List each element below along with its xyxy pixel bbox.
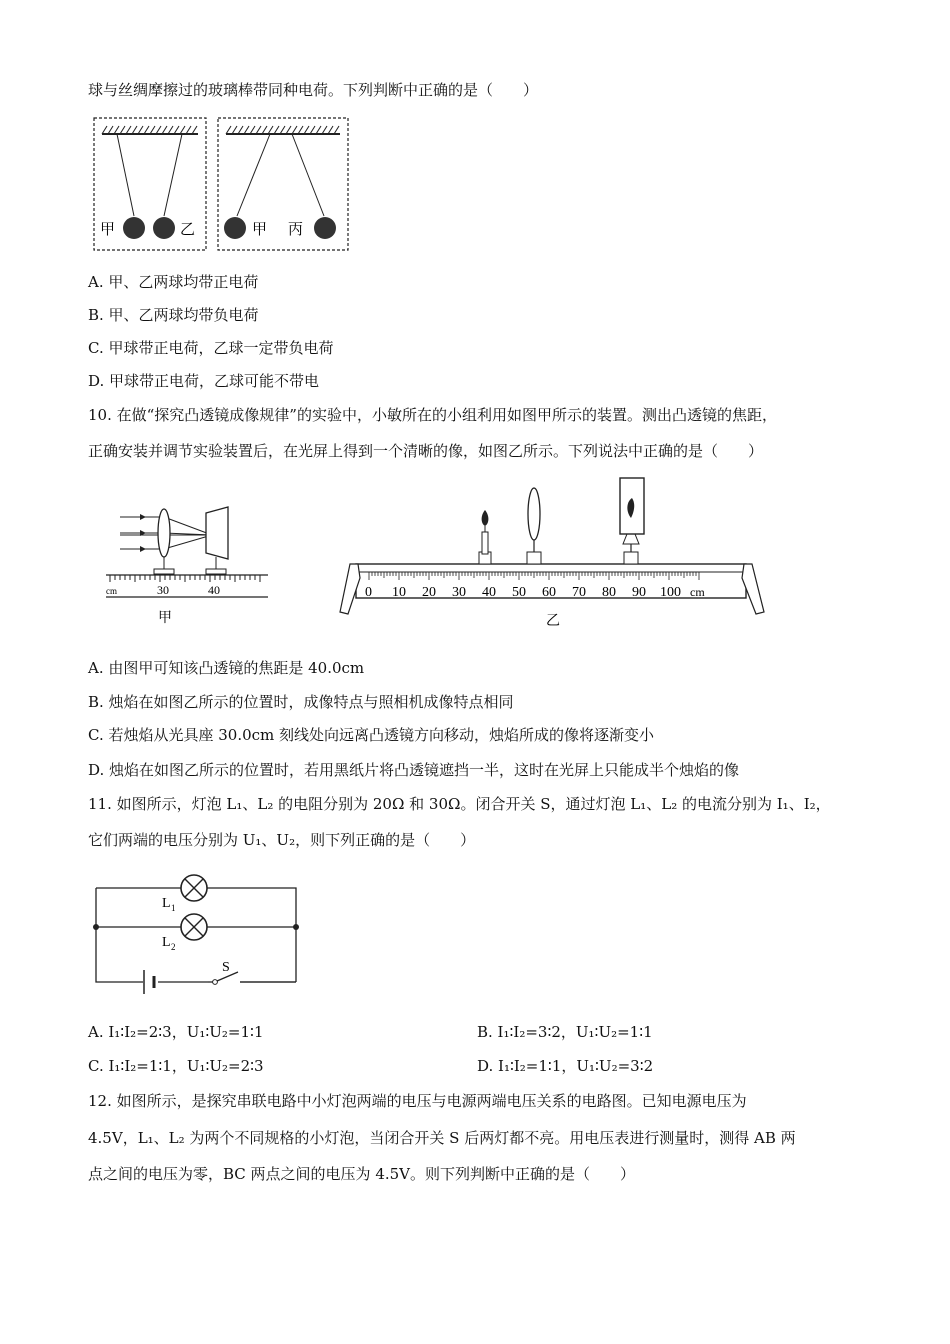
yi-tick-60: 60	[542, 585, 556, 600]
candle	[479, 510, 491, 564]
battery	[144, 970, 154, 994]
yi-tick-40: 40	[482, 585, 496, 600]
q12-stem-line3: 点之间的电压为零，BC 两点之间的电压为 4.5V。则下列判断中正确的是（ ）	[88, 1165, 636, 1183]
q9-option-a: A. 甲、乙两球均带正电荷	[88, 273, 259, 291]
yi-tick-20: 20	[422, 585, 436, 600]
lens-yi	[527, 488, 541, 564]
jia-tick-30: 30	[157, 583, 169, 597]
label-jia-right: 甲	[252, 222, 268, 238]
q10-option-d: D. 烛焰在如图乙所示的位置时，若用黑纸片将凸透镜遮挡一半，这时在光屏上只能成半个烛焰的像	[88, 761, 740, 779]
q9-option-c: C. 甲球带正电荷，乙球一定带负电荷	[88, 339, 334, 357]
lamp-l2	[181, 914, 207, 940]
label-yi: 乙	[180, 222, 196, 238]
yi-tick-70: 70	[572, 585, 586, 600]
yi-caption: 乙	[546, 614, 560, 629]
label-l1: L	[162, 896, 171, 911]
screen-yi	[620, 478, 644, 564]
yi-unit: cm	[690, 585, 705, 599]
lens-jia	[158, 509, 170, 557]
q11-stem-line2: 它们两端的电压分别为 U₁、U₂，则下列正确的是（ ）	[88, 831, 476, 849]
q11-option-a: A. I₁∶I₂=2∶3，U₁∶U₂=1∶1	[88, 1023, 264, 1041]
label-l1-sub: 1	[171, 903, 176, 913]
yi-tick-10: 10	[392, 585, 406, 600]
yi-tick-50: 50	[512, 585, 526, 600]
jia-caption: 甲	[158, 611, 172, 626]
q11-circuit	[88, 870, 304, 995]
q10-figure-yi	[336, 472, 772, 632]
q11-option-d: D. I₁∶I₂=1∶1，U₁∶U₂=3∶2	[477, 1057, 654, 1075]
q9-stem-tail: 球与丝绸摩擦过的玻璃棒带同种电荷。下列判断中正确的是（ ）	[88, 81, 539, 99]
q9-figure	[92, 116, 352, 254]
q9-option-b: B. 甲、乙两球均带负电荷	[88, 306, 259, 324]
ball-jia-left	[123, 217, 145, 239]
q10-option-c: C. 若烛焰从光具座 30.0cm 刻线处向远离凸透镜方向移动，烛焰所成的像将逐渐变小	[88, 726, 655, 744]
label-l2: L	[162, 935, 171, 950]
q9-option-d: D. 甲球带正电荷，乙球可能不带电	[88, 372, 320, 390]
yi-tick-90: 90	[632, 585, 646, 600]
ball-jia-right	[224, 217, 246, 239]
q10-option-a: A. 由图甲可知该凸透镜的焦距是 40.0cm	[88, 659, 365, 677]
q10-figure-jia	[100, 505, 275, 630]
label-jia-left: 甲	[100, 222, 116, 238]
label-s: S	[222, 960, 230, 975]
q11-option-b: B. I₁∶I₂=3∶2，U₁∶U₂=1∶1	[477, 1023, 653, 1041]
yi-tick-100: 100	[660, 585, 681, 600]
yi-tick-0: 0	[365, 585, 372, 600]
q10-stem-line1: 10. 在做“探究凸透镜成像规律”的实验中，小敏所在的小组利用如图甲所示的装置。测出凸透镜的焦距，	[88, 406, 777, 424]
q10-stem-line2: 正确安装并调节实验装置后，在光屏上得到一个清晰的像，如图乙所示。下列说法中正确的是（ ）	[88, 442, 764, 460]
screen-jia	[206, 507, 228, 559]
label-bing: 丙	[288, 222, 304, 238]
q11-option-c: C. I₁∶I₂=1∶1，U₁∶U₂=2∶3	[88, 1057, 264, 1075]
label-l2-sub: 2	[171, 942, 176, 952]
ball-yi	[153, 217, 175, 239]
q12-stem-line2: 4.5V，L₁、L₂ 为两个不同规格的小灯泡，当闭合开关 S 后两灯都不亮。用电压表进行测量时，测得 AB 两	[88, 1129, 796, 1147]
jia-tick-40: 40	[208, 583, 220, 597]
jia-unit: cm	[106, 586, 117, 596]
q10-option-b: B. 烛焰在如图乙所示的位置时，成像特点与照相机成像特点相同	[88, 693, 514, 711]
q11-stem-line1: 11. 如图所示，灯泡 L₁、L₂ 的电阻分别为 20Ω 和 30Ω。闭合开关 S，通过灯泡 L₁、L₂ 的电流分别为 I₁、I₂，	[88, 795, 831, 813]
q12-stem-line1: 12. 如图所示，是探究串联电路中小灯泡两端的电压与电源两端电压关系的电路图。已知电源电压为	[88, 1092, 747, 1110]
yi-tick-30: 30	[452, 585, 466, 600]
yi-tick-80: 80	[602, 585, 616, 600]
lamp-l1	[181, 875, 207, 901]
ball-bing	[314, 217, 336, 239]
